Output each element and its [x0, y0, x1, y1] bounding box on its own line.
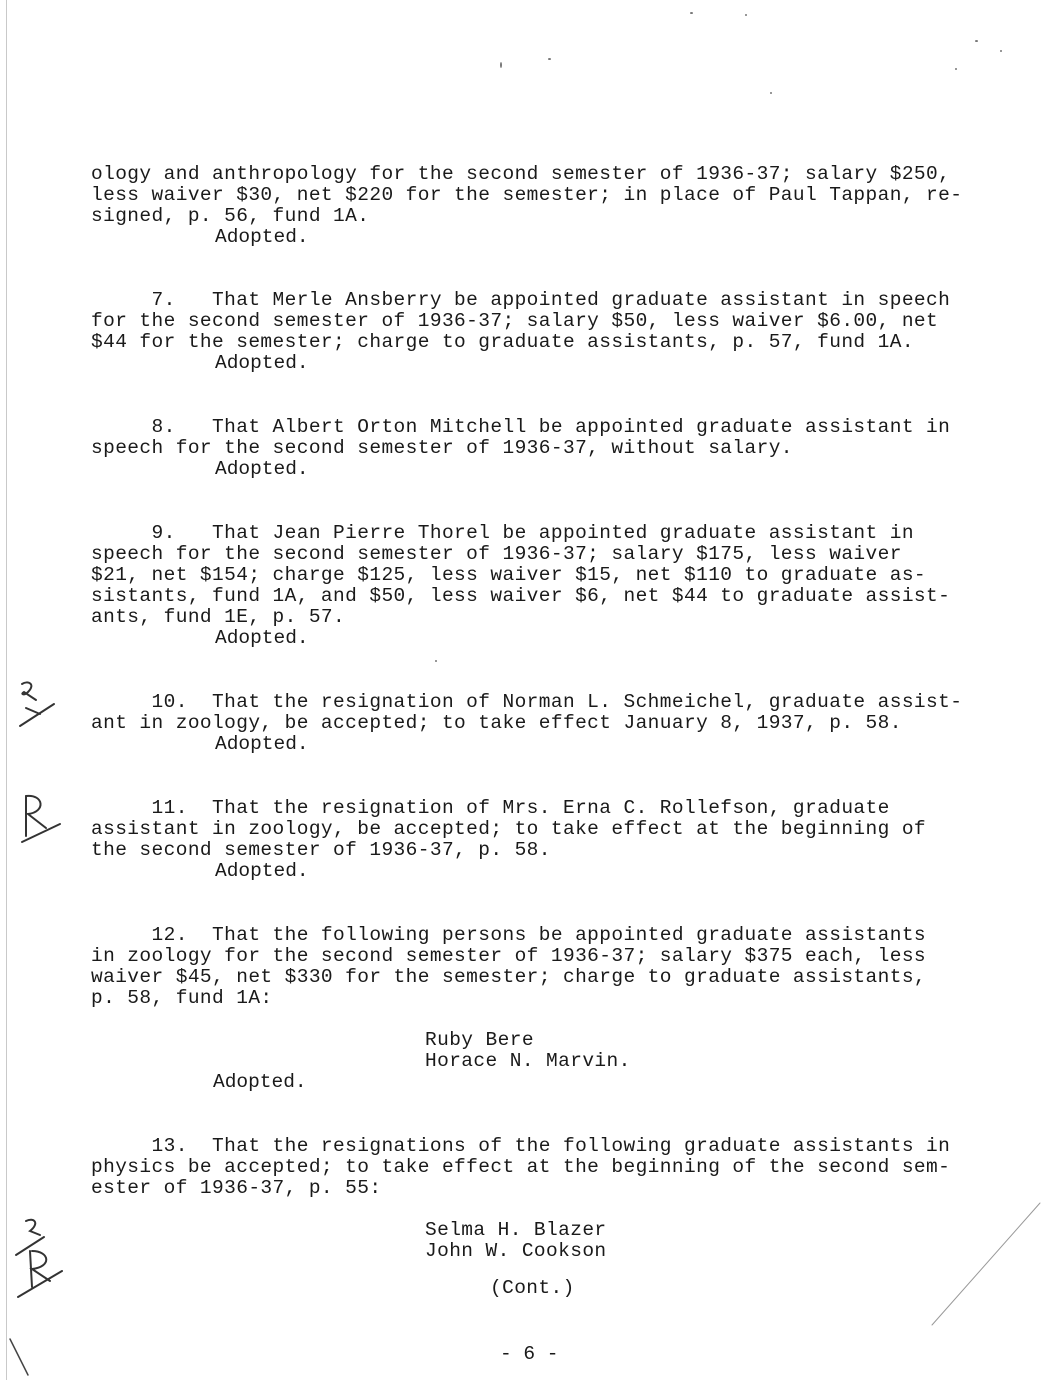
- text-line: assistant in zoology, be accepted; to take effect at the beginning of: [91, 818, 927, 840]
- pen-stroke: [4, 1335, 34, 1380]
- scan-speck: [435, 660, 437, 662]
- pencil-stroke: [920, 1195, 1050, 1330]
- text-line: 10. That the resignation of Norman L. Schmeichel, graduate assist-: [91, 691, 963, 713]
- resignee-name: Selma H. Blazer: [425, 1219, 607, 1241]
- adopted-status: Adopted.: [215, 627, 309, 649]
- text-line: ology and anthropology for the second semester of 1936-37; salary $250,: [91, 163, 951, 185]
- text-line: ester of 1936-37, p. 55:: [91, 1177, 382, 1199]
- scan-speck: [548, 58, 551, 60]
- text-line: 13. That the resignations of the following graduate assistants in: [91, 1135, 951, 1157]
- adopted-status: Adopted.: [215, 352, 309, 374]
- text-line: speech for the second semester of 1936-37, without salary.: [91, 437, 793, 459]
- text-line: less waiver $30, net $220 for the semester; in place of Paul Tappan, re-: [91, 184, 963, 206]
- text-line: for the second semester of 1936-37; salary $50, less waiver $6.00, net: [91, 310, 939, 332]
- appointee-name: Ruby Bere: [425, 1029, 534, 1051]
- text-line: in zoology for the second semester of 1936-37; salary $375 each, less: [91, 945, 927, 967]
- scan-speck: [690, 12, 693, 14]
- text-line: waiver $45, net $330 for the semester; charge to graduate assistants,: [91, 966, 927, 988]
- text-line: 12. That the following persons be appointed graduate assistants: [91, 924, 927, 946]
- text-line: p. 58, fund 1A:: [91, 987, 273, 1009]
- text-line: speech for the second semester of 1936-37; salary $175, less waiver: [91, 543, 902, 565]
- text-line: sistants, fund 1A, and $50, less waiver $6, net $44 to graduate assist-: [91, 585, 951, 607]
- text-line: $44 for the semester; charge to graduate assistants, p. 57, fund 1A.: [91, 331, 914, 353]
- handwritten-mark-r: [10, 1215, 70, 1315]
- text-line: 11. That the resignation of Mrs. Erna C. Rollefson, graduate: [91, 797, 890, 819]
- text-line: the second semester of 1936-37, p. 58.: [91, 839, 551, 861]
- scan-speck: [500, 62, 502, 68]
- text-line: $21, net $154; charge $125, less waiver $15, net $110 to graduate as-: [91, 564, 927, 586]
- adopted-status: Adopted.: [213, 1071, 307, 1093]
- handwritten-mark-r: [16, 790, 66, 850]
- continued-note: (Cont.): [490, 1277, 575, 1299]
- text-line: 9. That Jean Pierre Thorel be appointed graduate assistant in: [91, 522, 914, 544]
- scan-speck: [955, 68, 957, 70]
- handwritten-mark-r: [14, 678, 60, 734]
- page-number: - 6 -: [500, 1343, 559, 1365]
- scan-speck: [1000, 50, 1002, 52]
- scan-speck: [770, 92, 772, 94]
- adopted-status: Adopted.: [215, 458, 309, 480]
- adopted-status: Adopted.: [215, 226, 309, 248]
- text-line: 7. That Merle Ansberry be appointed graduate assistant in speech: [91, 289, 951, 311]
- scan-speck: [745, 14, 747, 16]
- text-line: ant in zoology, be accepted; to take effect January 8, 1937, p. 58.: [91, 712, 902, 734]
- scan-speck: [975, 40, 978, 42]
- page-edge: [6, 0, 7, 1380]
- text-line: physics be accepted; to take effect at the beginning of the second sem-: [91, 1156, 951, 1178]
- appointee-name: Horace N. Marvin.: [425, 1050, 631, 1072]
- text-line: 8. That Albert Orton Mitchell be appointed graduate assistant in: [91, 416, 951, 438]
- text-line: signed, p. 56, fund 1A.: [91, 205, 370, 227]
- text-line: ants, fund 1E, p. 57.: [91, 606, 346, 628]
- adopted-status: Adopted.: [215, 733, 309, 755]
- adopted-status: Adopted.: [215, 860, 309, 882]
- resignee-name: John W. Cookson: [425, 1240, 607, 1262]
